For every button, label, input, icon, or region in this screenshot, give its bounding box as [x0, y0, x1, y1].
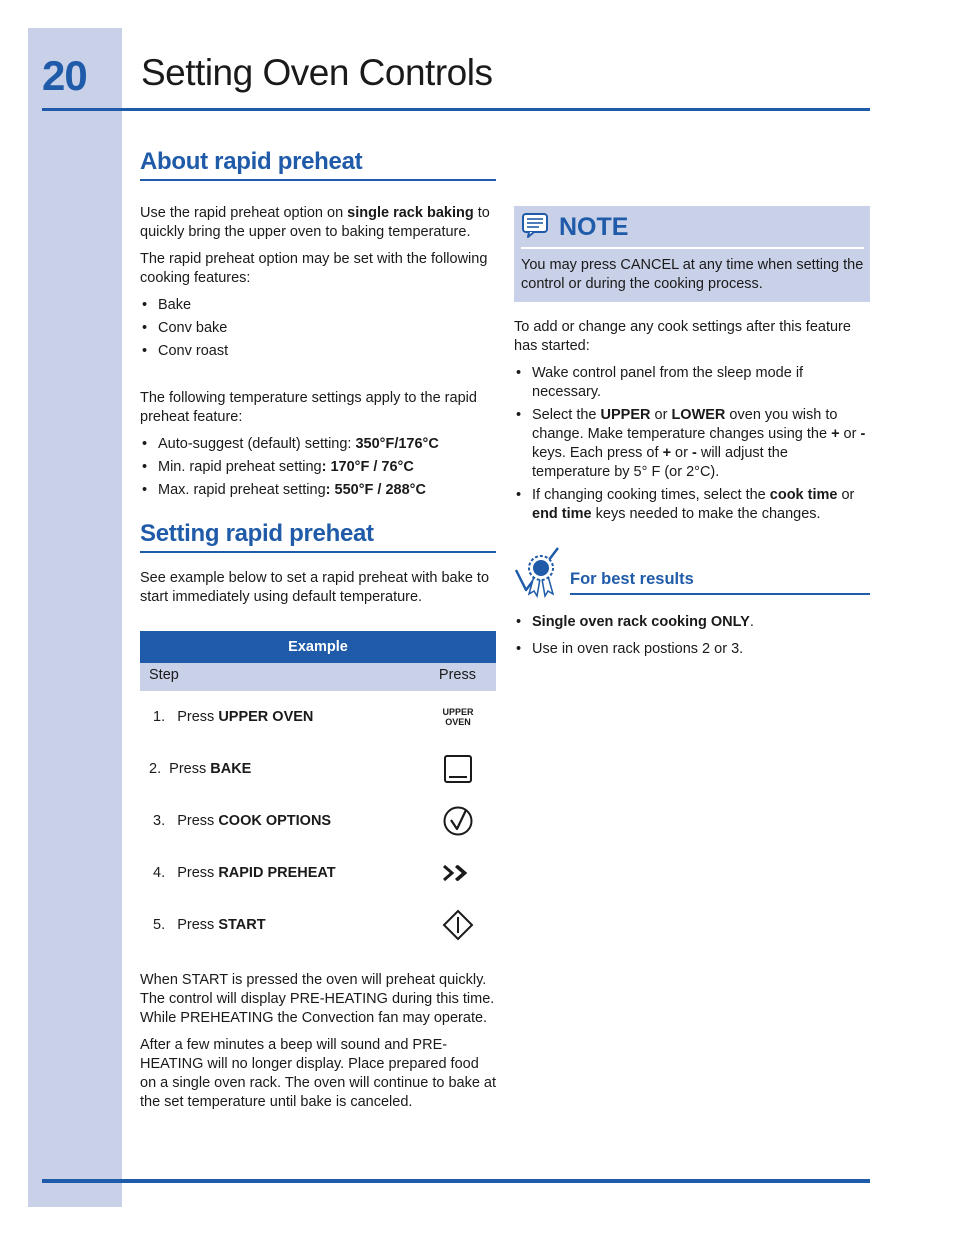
list-item: [140, 481, 496, 500]
list-item: [514, 486, 870, 524]
text-run: Select the: [532, 407, 601, 423]
list-item: [140, 458, 496, 477]
footer-rule: [42, 1179, 870, 1183]
key-name: BAKE: [210, 761, 252, 777]
example-table: [140, 631, 496, 951]
text-bold: LOWER: [671, 407, 726, 423]
table-row: [140, 899, 496, 951]
text-bold: -: [860, 426, 866, 442]
text-bold: UPPER: [600, 407, 651, 423]
step-text: [149, 761, 251, 777]
example-table-header: [140, 663, 496, 691]
step-number: 5.: [153, 917, 166, 933]
cook-options-key-icon: [440, 805, 476, 837]
text-bold: cook time: [769, 487, 838, 503]
best-results-list: [514, 613, 870, 659]
text-run: or: [839, 426, 861, 442]
text-run: Min. rapid preheat setting: [158, 459, 322, 475]
text-run: Auto-suggest (default) setting:: [158, 436, 356, 452]
text-run: Press: [169, 761, 211, 777]
temperature-list: [140, 435, 496, 500]
note-box: [514, 206, 870, 302]
text-run: oven you wish to change. Make temperature changes using the: [532, 407, 838, 442]
list-item: [514, 613, 870, 632]
about-paragraph-1: [140, 204, 496, 242]
text-run: will adjust the temperature by 5° F (or 2°C).: [532, 445, 788, 480]
step-number: 2.: [149, 761, 162, 777]
note-header: [521, 212, 864, 249]
table-row: [140, 795, 496, 847]
text-bold: : 550°F / 288°C: [325, 482, 426, 498]
upper-oven-key-icon: [440, 707, 476, 727]
key-name: START: [218, 917, 266, 933]
text-run: If changing cooking times, select the: [532, 487, 770, 503]
text-run: keys needed to make the changes.: [591, 506, 821, 522]
rapid-preheat-key-icon: [440, 863, 476, 883]
right-column: [514, 206, 870, 663]
after-paragraph-1: When START is pressed the oven will preheat quickly. The control will display PRE-HEATING during this time. While PREHEATING the Convection fan may operate.: [140, 972, 495, 1026]
step-number: 4.: [153, 865, 166, 881]
change-settings-list: [514, 364, 870, 524]
about-heading: About rapid preheat: [140, 148, 496, 181]
text-bold: 350°F/176°C: [355, 436, 439, 452]
step-text: [149, 917, 266, 933]
setting-intro: See example below to set a rapid preheat with bake to start immediately using default temperature.: [140, 570, 490, 605]
note-icon: [521, 212, 549, 243]
page-number: 20: [42, 52, 87, 99]
list-item: [514, 406, 870, 482]
best-results-title: For best results: [570, 570, 870, 595]
bake-key-icon: [440, 754, 476, 784]
best-results-header: [514, 546, 870, 603]
text-bold: : 170°F / 76°C: [321, 459, 414, 475]
about-paragraph-3: The following temperature settings apply to the rapid preheat feature:: [140, 390, 477, 425]
text-run: Press: [177, 865, 219, 881]
page-sidebar: [28, 28, 122, 1207]
start-key-icon: [440, 909, 476, 941]
text-bold: -: [691, 445, 697, 461]
icon-text: OVEN: [445, 717, 471, 727]
right-intro: To add or change any cook settings after this feature has started:: [514, 319, 851, 354]
list-item: • Conv bake: [140, 319, 496, 338]
step-text: [149, 865, 336, 881]
step-text: [149, 813, 331, 829]
key-name: UPPER OVEN: [218, 709, 314, 725]
left-column: [140, 148, 496, 1120]
list-item: [140, 435, 496, 454]
about-paragraph-2: The rapid preheat option may be set with the following cooking features:: [140, 251, 488, 286]
setting-heading: Setting rapid preheat: [140, 520, 496, 553]
list-item: • Conv roast: [140, 342, 496, 361]
list-item: • Wake control panel from the sleep mode if necessary.: [514, 364, 870, 402]
text-run: Use the rapid preheat option on: [140, 205, 348, 221]
text-bold: +: [662, 445, 672, 461]
table-row: [140, 743, 496, 795]
text-run: Press: [177, 917, 219, 933]
list-item: • Bake: [140, 296, 496, 315]
text-run: Press: [177, 709, 219, 725]
text-run: or: [837, 487, 855, 503]
text-bold: Single oven rack cooking ONLY: [532, 614, 750, 630]
ribbon-award-icon: [514, 546, 560, 603]
table-row: [140, 691, 496, 743]
text-run: or: [671, 445, 692, 461]
list-item: • Use in oven rack postions 2 or 3.: [514, 640, 870, 659]
page-title: Setting Oven Controls: [141, 52, 493, 93]
column-header-press: Press: [438, 667, 476, 683]
text-run: Press: [177, 813, 219, 829]
text-run: keys. Each press of: [532, 445, 663, 461]
note-text: You may press CANCEL at any time when setting the control or during the cooking process.: [521, 257, 864, 292]
example-table-title: Example: [140, 631, 496, 663]
header-rule: [42, 108, 870, 111]
step-number: 1.: [153, 709, 166, 725]
text-run: Max. rapid preheat setting: [158, 482, 326, 498]
text-run: .: [749, 614, 754, 630]
text-run: to quickly bring the upper oven to baking temperature.: [140, 205, 490, 240]
after-paragraph-2: After a few minutes a beep will sound and PRE-HEATING will no longer display. Place prepared food on a single oven rack. The oven will continue to bake at the set temperature until bake is canceled.: [140, 1037, 497, 1110]
text-bold: single rack baking: [347, 205, 474, 221]
text-bold: +: [831, 426, 840, 442]
text-run: or: [650, 407, 672, 423]
icon-text: UPPER: [442, 707, 474, 717]
feature-list: [140, 296, 496, 361]
step-text: [149, 709, 313, 725]
column-header-step: Step: [149, 667, 179, 683]
key-name: COOK OPTIONS: [218, 813, 332, 829]
table-row: [140, 847, 496, 899]
text-bold: end time: [532, 506, 592, 522]
step-number: 3.: [153, 813, 166, 829]
key-name: RAPID PREHEAT: [218, 865, 336, 881]
note-title: NOTE: [559, 213, 629, 241]
